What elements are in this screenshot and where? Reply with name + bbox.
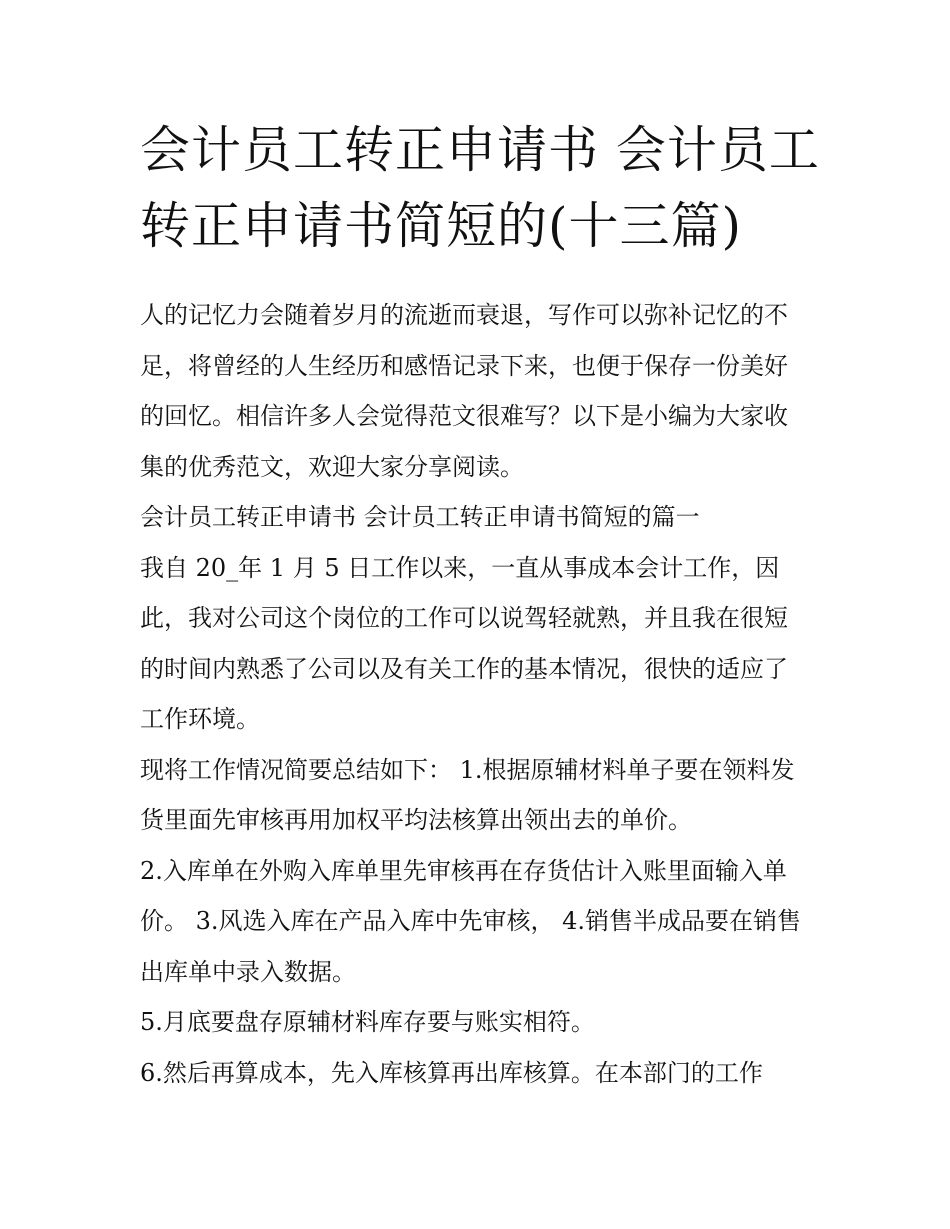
body-line: 我自 20_年 1 月 5 日工作以来，一直从事成本会计工作，因 [140, 553, 780, 582]
body-line: 价。 3.风选入库在产品入库中先审核， 4.销售半成品要在销售 [140, 907, 802, 935]
body-line: 货里面先审核再用加权平均法核算出领出去的单价。 [140, 806, 692, 834]
body-line: 足，将曾经的人生经历和感悟记录下来，也便于保存一份美好 [140, 351, 788, 380]
title-line: 会计员工转正申请书 会计员工 [140, 121, 820, 179]
body-line: 此，我对公司这个岗位的工作可以说驾轻就熟，并且我在很短 [140, 604, 788, 632]
body-line: 的时间内熟悉了公司以及有关工作的基本情况，很快的适应了 [140, 654, 788, 683]
body-line: 5.月底要盘存原辅材料库存要与账实相符。 [140, 1008, 595, 1036]
body-line: 集的优秀范文，欢迎大家分享阅读。 [140, 452, 524, 481]
body-line: 6.然后再算成本，先入库核算再出库核算。在本部门的工作 [140, 1058, 763, 1087]
document-page [140, 112, 820, 1098]
body-line: 现将工作情况简要总结如下： 1.根据原辅材料单子要在领料发 [140, 755, 795, 784]
body-line: 出库单中录入数据。 [140, 957, 356, 986]
body-line: 的回忆。相信许多人会觉得范文很难写？以下是小编为大家收 [140, 402, 788, 430]
title-line: 转正申请书简短的(十三篇) [140, 197, 743, 255]
body-line: 2.入库单在外购入库单里先审核再在存货估计入账里面输入单 [140, 856, 787, 885]
section-heading: 会计员工转正申请书 会计员工转正申请书简短的篇一 [140, 503, 700, 531]
body-line: 人的记忆力会随着岁月的流逝而衰退，写作可以弥补记忆的不 [140, 301, 788, 329]
document-body [140, 290, 820, 1098]
document-title [140, 112, 820, 264]
body-line: 工作环境。 [140, 705, 260, 733]
